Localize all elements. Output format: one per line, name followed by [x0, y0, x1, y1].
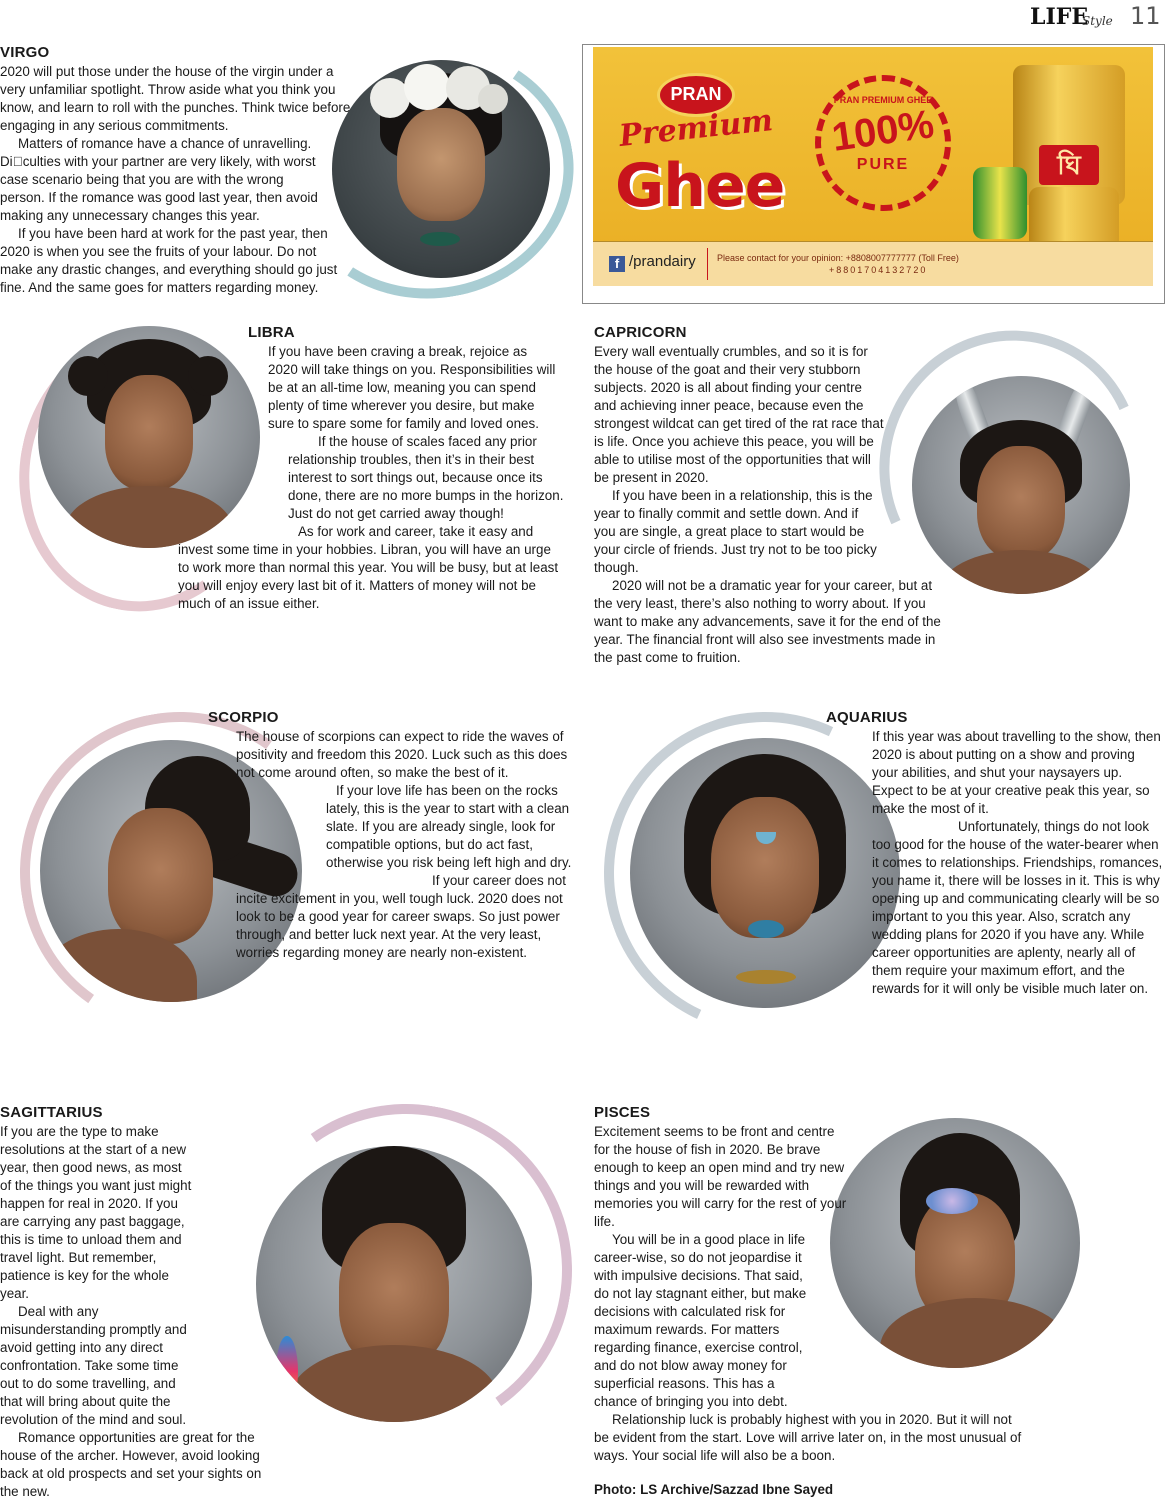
libra-text [178, 343, 572, 613]
scorpio-title: SCORPIO [208, 709, 279, 726]
scorpio-text [236, 728, 572, 962]
capricorn-paragraph-2: If you have been in a relationship, this is the year to finally commit and settle down. And if you are single, a great place to start would be your circle of friends. Just try not to be too picky though. [594, 488, 877, 575]
pisces-title: PISCES [594, 1104, 651, 1121]
ad-footer [593, 241, 1153, 286]
capricorn-paragraph-3: 2020 will not be a dramatic year for your career, but at the very least, there’s also nothing to worry about. If you want to make any advancements, save it for the end of the year. The financial front will also see investments made in the past come to fruition. [594, 578, 941, 665]
masthead-brand: LIFE [1030, 4, 1089, 30]
aquarius-text [872, 728, 1164, 998]
seal-top-text: PRAN PREMIUM GHEE [833, 95, 933, 105]
virgo-text [0, 63, 372, 297]
facebook-icon: f [609, 256, 625, 272]
ad-product-name: Ghee [615, 151, 785, 221]
ad-contact-line2: +8801704132720 [829, 265, 928, 275]
tin-label: ঘি [1039, 145, 1099, 185]
libra-paragraph-2: If the house of scales faced any prior relationship troubles, then it’s in their best interest to sort things out, because once its done, there are no more bumps in the horizon. Just do not get carried away though! [288, 434, 564, 521]
sagittarius-photo [256, 1146, 532, 1422]
sagittarius-title: SAGITTARIUS [0, 1104, 103, 1121]
libra-paragraph-3: As for work and career, take it easy and invest some time in your hobbies. Libran, you will have an urge to work more than normal this year. You will be busy, but at least you will enjoy every last bit of it. Matters of money will not be much of an issue either. [178, 524, 559, 611]
blue-lips-icon [748, 920, 784, 938]
ghee-jar-small [973, 167, 1027, 239]
seal-bottom-text: PURE [856, 156, 910, 173]
seal-main-text: 100% [829, 102, 937, 160]
capricorn-paragraph-1: Every wall eventually crumbles, and so it is for the house of the goat and their very stubborn subjects. 2020 is all about finding your centre and achieving inner peace, because even the strongest wildcat can get tired of the rat race that is life. Once you achieve this peace, you will be able to utilise most of the opportunities that will be present in 2020. [594, 344, 884, 485]
purity-seal [815, 75, 951, 211]
pisces-paragraph-3: Relationship luck is probably highest with you in 2020. But it will not be evident from the start. Love will arrive later on, in the most unusual of ways. Your social life will also be a boon. [594, 1412, 1022, 1463]
aquarius-title: AQUARIUS [826, 709, 908, 726]
pisces-paragraph-2: You will be in a good place in life career-wise, so do not jeopardise it with impulsive decisions. That said, do not lay stagnant either, but make decisions with calculated risk for maximum rewards. For matters regarding finance, exercise control, and do not blow away money for superficial reasons. This has a chance of bringing you into debt. [594, 1232, 807, 1409]
virgo-paragraph-2: Matters of romance have a chance of unravelling. Di culties with your partner are very likely, with worst case scenario being that you are with the wrong person. If the romance was good last year, then avoid making any unnecessary changes this year. [0, 136, 318, 223]
sagittarius-paragraph-2: Deal with any misunderstanding promptly and avoid getting into any direct confrontation. Take some time out to do some travelling, and that will bring about quite the revolution of the mind and soul. [0, 1304, 187, 1427]
virgo-title: VIRGO [0, 44, 50, 61]
aquarius-photo [630, 738, 900, 1008]
aquarius-paragraph-1: If this year was about travelling to the show, then 2020 is about putting on a show and proving your abilities, and shut your naysayers up. Expect to be at your creative peak this year, so make the most of it. [872, 729, 1161, 816]
ad-premium-text: Premium [617, 103, 775, 154]
necklace-icon [736, 970, 796, 984]
advertisement[interactable] [582, 44, 1165, 304]
sagittarius-paragraph-3: Romance opportunities are great for the house of the archer. However, avoid looking back at old prospects and set your sights on the new. [0, 1430, 262, 1499]
sagittarius-paragraph-1: If you are the type to make resolutions at the start of a new year, then good news, as most of the things you want just might happen for real in 2020. If you are carrying any past baggage, this is time to unload them and travel light. But remember, patience is key for the whole year. [0, 1124, 192, 1301]
virgo-paragraph-1: 2020 will put those under the house of the virgin under a very unfamiliar spotlight. Throw aside what you think you know, and learn to roll with the punches. Think twice before engaging in any serious commitments. [0, 64, 351, 133]
capricorn-text [594, 343, 941, 667]
sagittarius-text [0, 1123, 282, 1501]
pran-logo: PRAN [657, 73, 735, 117]
photo-credit: Photo: LS Archive/Sazzad Ibne Sayed [594, 1482, 834, 1497]
libra-title: LIBRA [248, 324, 295, 341]
masthead [1030, 2, 1165, 32]
ghee-tin-large [1013, 65, 1125, 205]
facebook-handle[interactable]: /prandairy [629, 253, 696, 270]
pisces-text [594, 1123, 1034, 1465]
aquarius-paragraph-2: Unfortunately, things do not look too good for the house of the water-bearer when it comes to relationships. Friendships, romances, you name it, there will be losses in it. This is why opening up and communicating clearly will be so important to you this year. Also, scratch any wedding plans for 2020 if you have any. While career opportunities are aplenty, nearly all of them require your maximum effort, and the rewards for it will only be visible much later on. [872, 819, 1163, 996]
libra-paragraph-1: If you have been craving a break, rejoice as 2020 will take things on you. Responsibilities will be at an all-time low, meaning you can spend plenty of time wherever you desire, but make sure to spare some for family and loved ones. [268, 344, 556, 431]
capricorn-photo [912, 376, 1130, 594]
ad-contact-line1: Please contact for your opinion: +8808007777777 (Toll Free) [717, 253, 959, 263]
scorpio-paragraph-1: The house of scorpions can expect to ride the waves of positivity and freedom this 2020. Luck such as this does not come around often, so make the best of it. [236, 729, 568, 780]
masthead-brand-sub: Style [1082, 14, 1113, 28]
pisces-paragraph-1: Excitement seems to be front and centre for the house of fish in 2020. Be brave enough to keep an open mind and try new things and you will be rewarded with memories you will carry for the rest of your life. [594, 1124, 847, 1229]
virgo-paragraph-3: If you have been hard at work for the past year, then 2020 is when you see the fruits of your labour. Do not make any drastic changes, and everything should go just fine. And the same goes for matters regarding money. [0, 226, 338, 295]
page-number: 11 [1130, 2, 1161, 30]
scorpio-paragraph-2: If your love life has been on the rocks lately, this is the year to start with a clean slate. If you are already single, look for compatible options, but do act fast, otherwise you risk being left high and dry. [326, 783, 572, 870]
capricorn-title: CAPRICORN [594, 324, 687, 341]
flower-crown-icon [370, 64, 510, 118]
scorpio-paragraph-3: If your career does not incite excitement in you, well tough luck. 2020 does not look to be a good year for career swaps. So just power through, and better luck next year. At the very least, worries regarding money are nearly non-existent. [236, 873, 566, 960]
